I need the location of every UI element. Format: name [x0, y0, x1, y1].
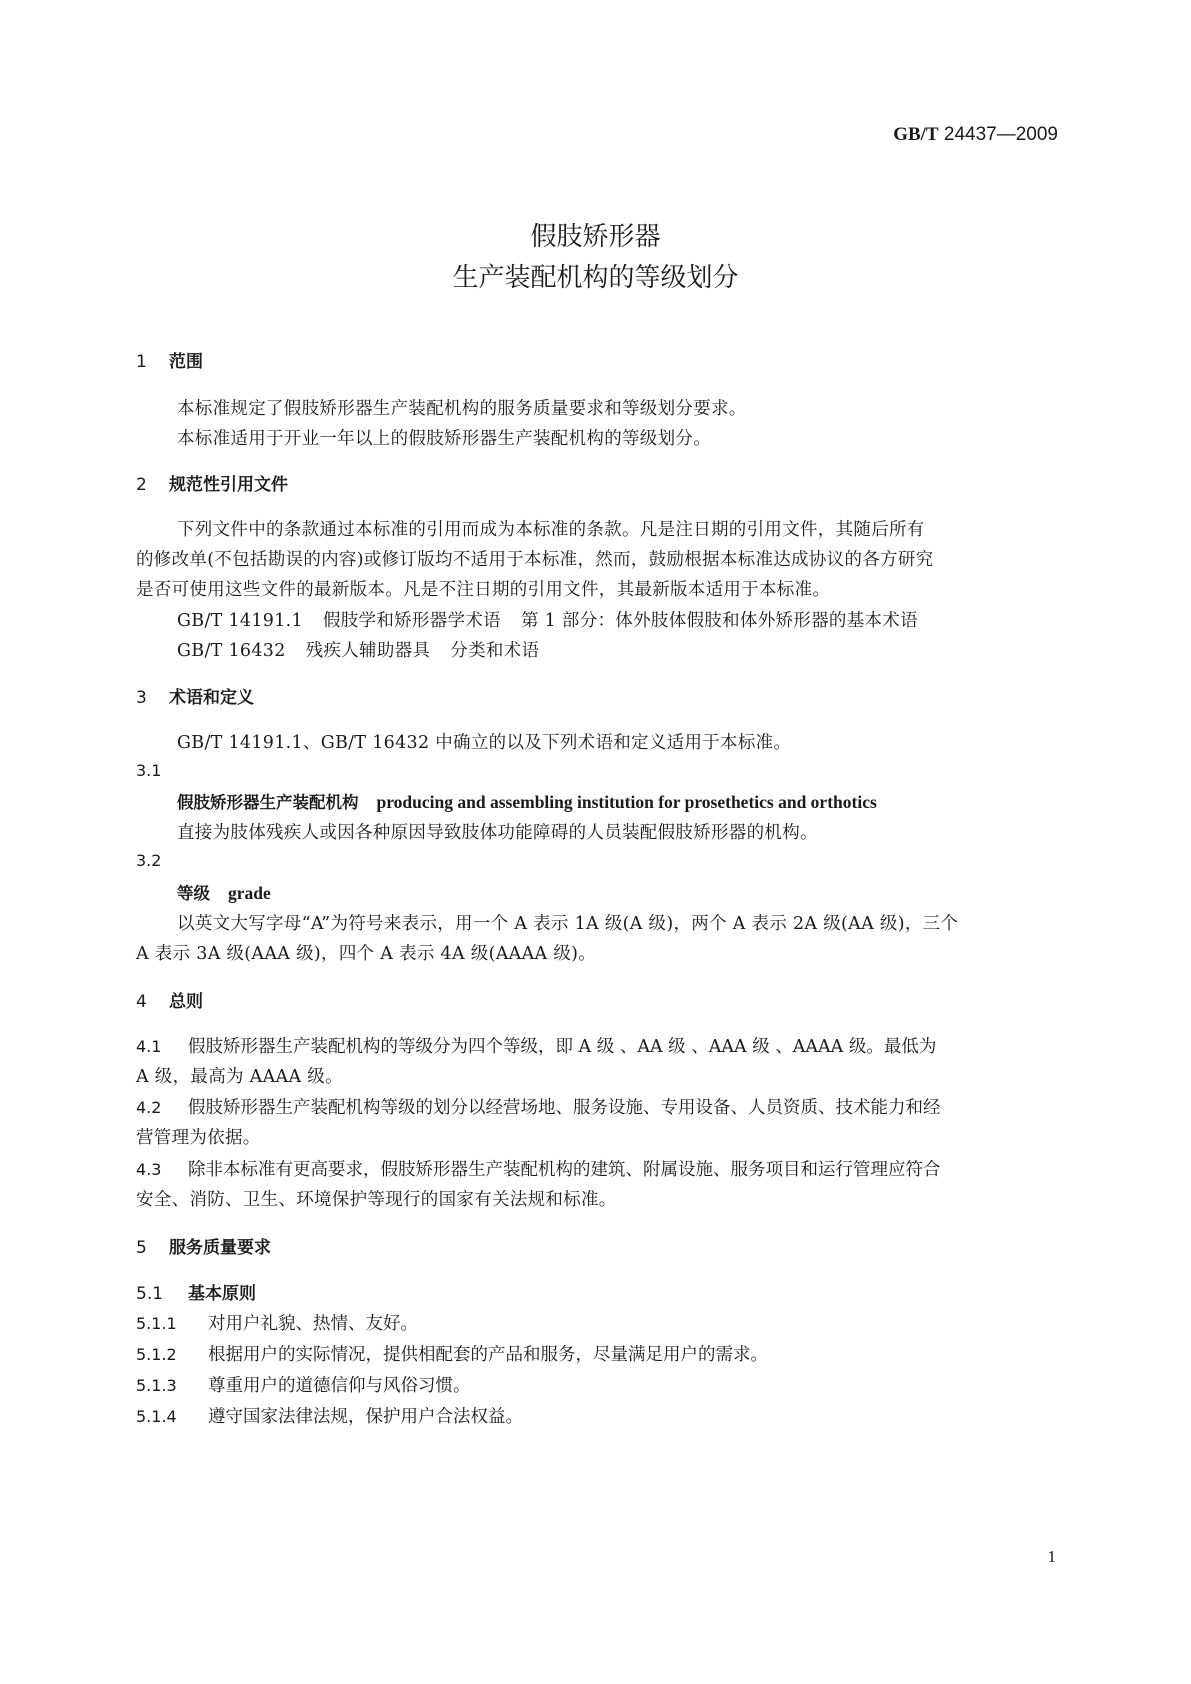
- term-number: 3.2: [136, 851, 162, 870]
- clause-number: 4.3: [136, 1160, 162, 1179]
- clause-text-line: 安全、消防、卫生、环境保护等现行的国家有关法规和标准。: [136, 1190, 617, 1210]
- clause-number: 4.1: [136, 1037, 162, 1056]
- section-title: 范围: [169, 352, 203, 372]
- term-entry: [177, 789, 877, 813]
- section-title: 总则: [169, 992, 203, 1012]
- list-item: [136, 1403, 523, 1428]
- list-item: [136, 1310, 418, 1335]
- item-number: 5.1.1: [136, 1314, 177, 1333]
- list-item: [136, 1341, 768, 1366]
- section-title: 规范性引用文件: [169, 475, 288, 495]
- paragraph: 本标准规定了假肢矫形器生产装配机构的服务质量要求和等级划分要求。: [177, 399, 747, 419]
- term-chinese: 等级: [177, 884, 210, 903]
- clause-number: 4.2: [136, 1098, 162, 1117]
- section-3-heading: [136, 683, 254, 708]
- paragraph-line: 下列文件中的条款通过本标准的引用而成为本标准的条款。凡是注日期的引用文件，其随后所有: [177, 520, 925, 540]
- item-number: 5.1.3: [136, 1376, 177, 1395]
- term-chinese: 假肢矫形器生产装配机构: [177, 793, 359, 812]
- page-number: 1: [1047, 1547, 1056, 1566]
- section-number: 2: [136, 475, 147, 495]
- term-english: producing and assembling institution for prosethetics and orthotics: [376, 792, 877, 812]
- section-title: 服务质量要求: [169, 1238, 271, 1258]
- subsection-5-1-heading: [136, 1279, 256, 1304]
- clause-text-line: A 级，最高为 AAAA 级。: [136, 1067, 343, 1087]
- item-number: 5.1.4: [136, 1407, 177, 1426]
- item-text: 遵守国家法律法规，保护用户合法权益。: [208, 1407, 523, 1427]
- reference-title: 假肢学和矫形器学术语: [322, 611, 501, 631]
- clause-text: 假肢矫形器生产装配机构的等级分为四个等级，即 A 级 、AA 级 、AAA 级 、AAAA 级。最低为: [188, 1037, 937, 1057]
- term-entry: [177, 880, 271, 904]
- section-number: 5: [136, 1238, 147, 1258]
- subsection-number: 5.1: [136, 1284, 164, 1304]
- section-number: 3: [136, 688, 147, 708]
- paragraph-line: 的修改单(不包括勘误的内容)或修订版均不适用于本标准，然而，鼓励根据本标准达成协议的各方研究: [136, 550, 934, 570]
- reference-item: [177, 607, 918, 632]
- title-line-1: 假肢矫形器: [530, 222, 661, 252]
- clause-text: 假肢矫形器生产装配机构等级的划分以经营场地、服务设施、专用设备、人员资质、技术能力和经: [188, 1098, 941, 1118]
- term-definition-line: 以英文大写字母“A”为符号来表示，用一个 A 表示 1A 级(A 级)，两个 A 表示 2A 级(AA 级)，三个: [177, 914, 959, 934]
- clause-text: 除非本标准有更高要求，假肢矫形器生产装配机构的建筑、附属设施、服务项目和运行管理应符合: [188, 1160, 941, 1180]
- item-text: 对用户礼貌、热情、友好。: [208, 1314, 418, 1334]
- term-definition: 直接为肢体残疾人或因各种原因导致肢体功能障碍的人员装配假肢矫形器的机构。: [177, 823, 818, 843]
- section-number: 4: [136, 992, 147, 1012]
- reference-part: 第 1 部分：体外肢体假肢和体外矫形器的基本术语: [520, 611, 918, 631]
- standard-prefix: GB/T: [893, 124, 939, 145]
- clause-text-line: 营管理为依据。: [136, 1128, 261, 1148]
- paragraph: GB/T 14191.1、GB/T 16432 中确立的以及下列术语和定义适用于本标准。: [177, 733, 792, 753]
- reference-part: 分类和术语: [450, 641, 540, 661]
- section-2-heading: [136, 470, 288, 495]
- section-number: 1: [136, 352, 147, 372]
- item-text: 根据用户的实际情况，提供相配套的产品和服务，尽量满足用户的需求。: [208, 1345, 768, 1365]
- term-definition-line: A 表示 3A 级(AAA 级)，四个 A 表示 4A 级(AAAA 级)。: [136, 944, 597, 964]
- title-line-2: 生产装配机构的等级划分: [452, 263, 739, 293]
- clause-4-1: [136, 1033, 936, 1058]
- list-item: [136, 1372, 471, 1397]
- section-title: 术语和定义: [169, 688, 254, 708]
- paragraph: 本标准适用于开业一年以上的假肢矫形器生产装配机构的等级划分。: [177, 429, 711, 449]
- subsection-title: 基本原则: [188, 1284, 256, 1304]
- clause-4-2: [136, 1094, 941, 1119]
- reference-item: [177, 637, 539, 662]
- clause-4-3: [136, 1156, 941, 1181]
- standard-code: 24437—2009: [943, 124, 1058, 145]
- reference-code: GB/T 16432: [177, 641, 286, 661]
- reference-code: GB/T 14191.1: [177, 611, 303, 631]
- reference-title: 残疾人辅助器具: [305, 641, 431, 661]
- term-number: 3.1: [136, 761, 162, 780]
- section-1-heading: [136, 347, 203, 372]
- paragraph-line: 是否可使用这些文件的最新版本。凡是不注日期的引用文件，其最新版本适用于本标准。: [136, 580, 831, 600]
- item-number: 5.1.2: [136, 1345, 177, 1364]
- section-4-heading: [136, 987, 203, 1012]
- standard-number: [893, 124, 1058, 146]
- term-english: grade: [228, 883, 271, 903]
- section-5-heading: [136, 1233, 271, 1258]
- item-text: 尊重用户的道德信仰与风俗习惯。: [208, 1376, 471, 1396]
